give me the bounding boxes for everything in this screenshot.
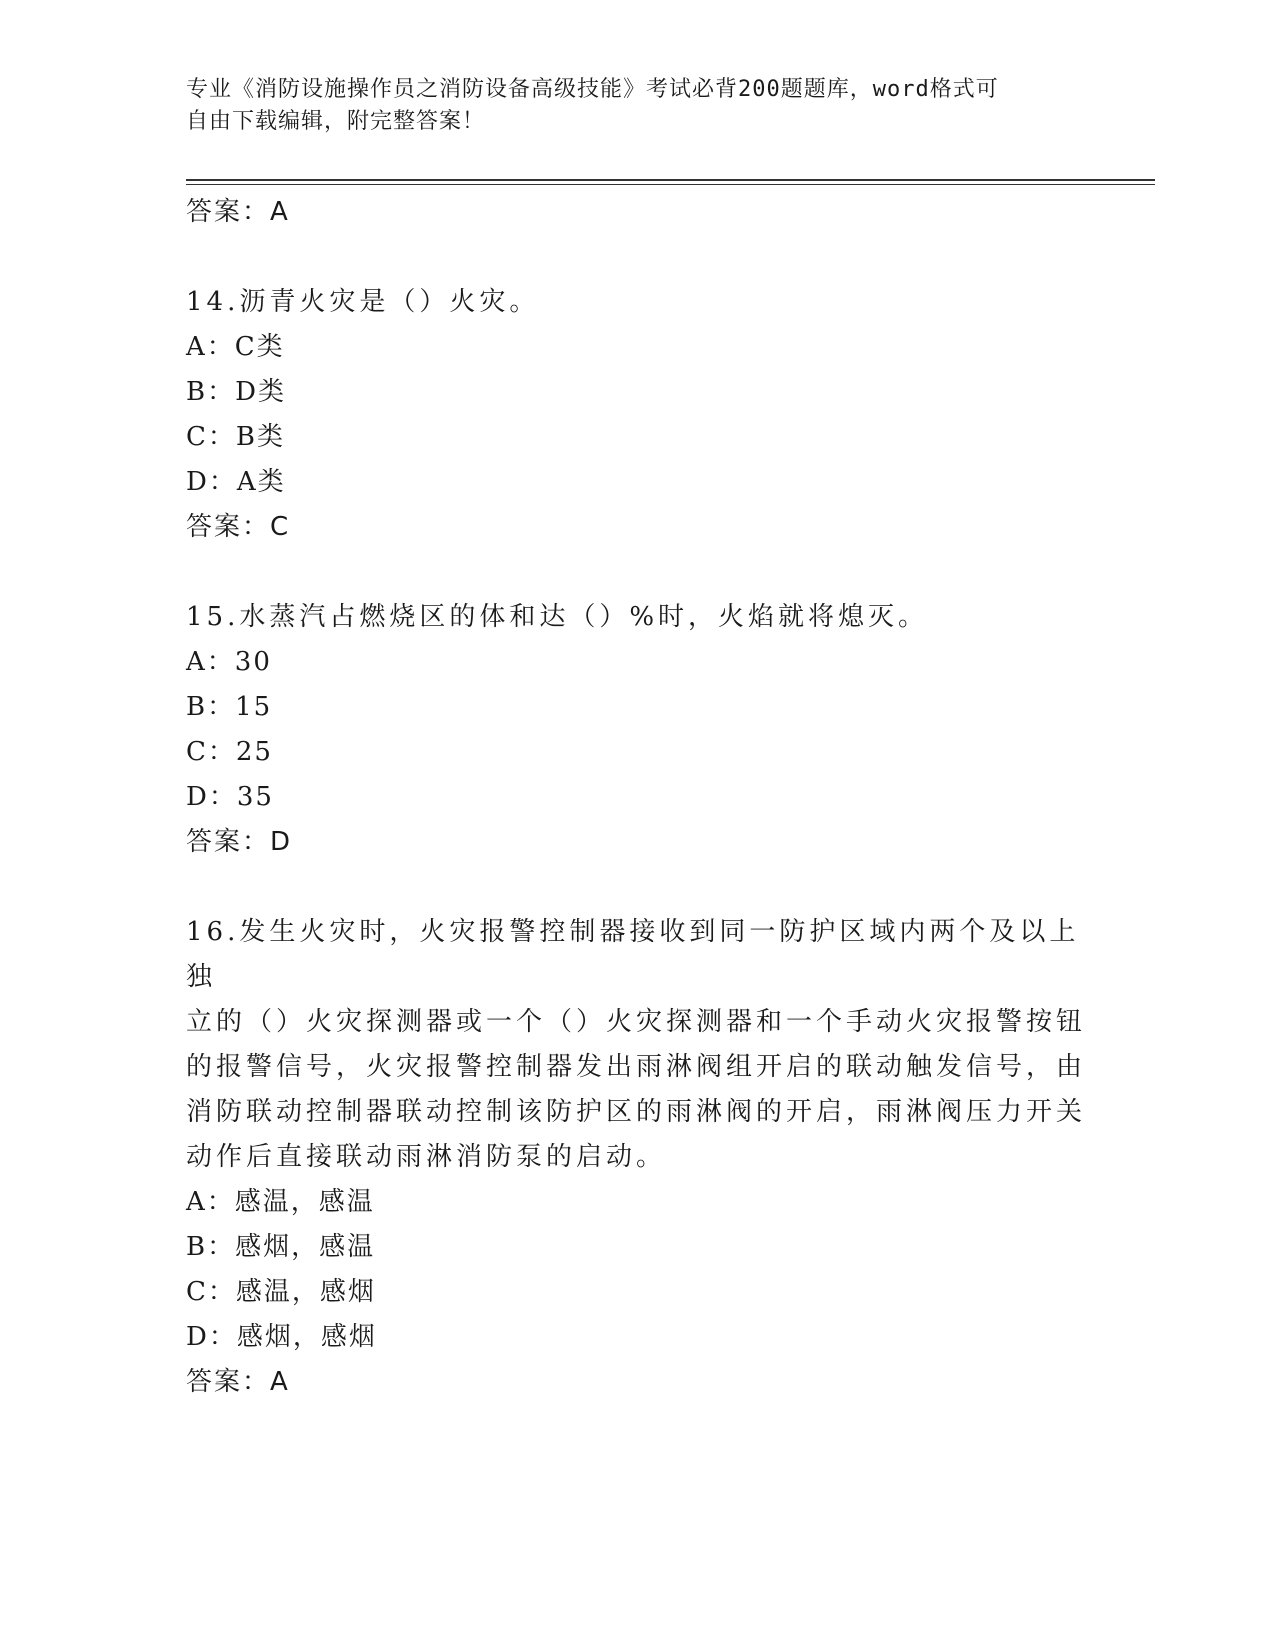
question-stem-line-1: 16.发生火灾时，火灾报警控制器接收到同一防护区域内两个及以上独: [186, 917, 1080, 992]
option-a: A：C类: [186, 332, 285, 362]
header-divider-thin: [186, 184, 1155, 185]
question-answer: 答案：D: [186, 827, 293, 857]
option-d: D：感烟，感烟: [186, 1322, 377, 1352]
question-16: [186, 910, 1086, 1405]
option-d: D：A类: [186, 467, 286, 497]
option-b: B：感烟，感温: [186, 1232, 376, 1262]
header-line-2: 自由下载编辑，附完整答案！: [186, 109, 486, 134]
document-header: [186, 74, 1066, 138]
option-b: B：D类: [186, 377, 286, 407]
question-14: [186, 280, 1086, 550]
option-b: B：15: [186, 692, 273, 722]
option-a: A：感温，感温: [186, 1187, 375, 1217]
option-d: D：35: [186, 782, 274, 812]
question-stem-line-4: 消防联动控制器联动控制该防护区的雨淋阀的开启，雨淋阀压力开关: [186, 1097, 1087, 1127]
question-answer: 答案：C: [186, 512, 291, 542]
header-divider-thick: [186, 179, 1155, 181]
question-stem-line-2: 立的（）火灾探测器或一个（）火灾探测器和一个手动火灾报警按钮: [186, 1007, 1087, 1037]
option-a: A：30: [186, 647, 272, 677]
question-answer: 答案：A: [186, 1367, 290, 1397]
option-c: C：感温，感烟: [186, 1277, 376, 1307]
question-list: [186, 190, 1086, 1405]
previous-answer: 答案：A: [186, 197, 290, 227]
question-stem-line-3: 的报警信号，火灾报警控制器发出雨淋阀组开启的联动触发信号，由: [186, 1052, 1087, 1082]
question-15: [186, 595, 1086, 865]
question-stem-line-5: 动作后直接联动雨淋消防泵的启动。: [186, 1142, 667, 1172]
header-line-1: 专业《消防设施操作员之消防设备高级技能》考试必背200题题库，word格式可: [186, 77, 999, 102]
question-stem: 14.沥青火灾是（）火灾。: [186, 287, 540, 317]
question-stem: 15.水蒸汽占燃烧区的体和达（）%时，火焰就将熄灭。: [186, 602, 929, 632]
option-c: C：25: [186, 737, 273, 767]
option-c: C：B类: [186, 422, 286, 452]
